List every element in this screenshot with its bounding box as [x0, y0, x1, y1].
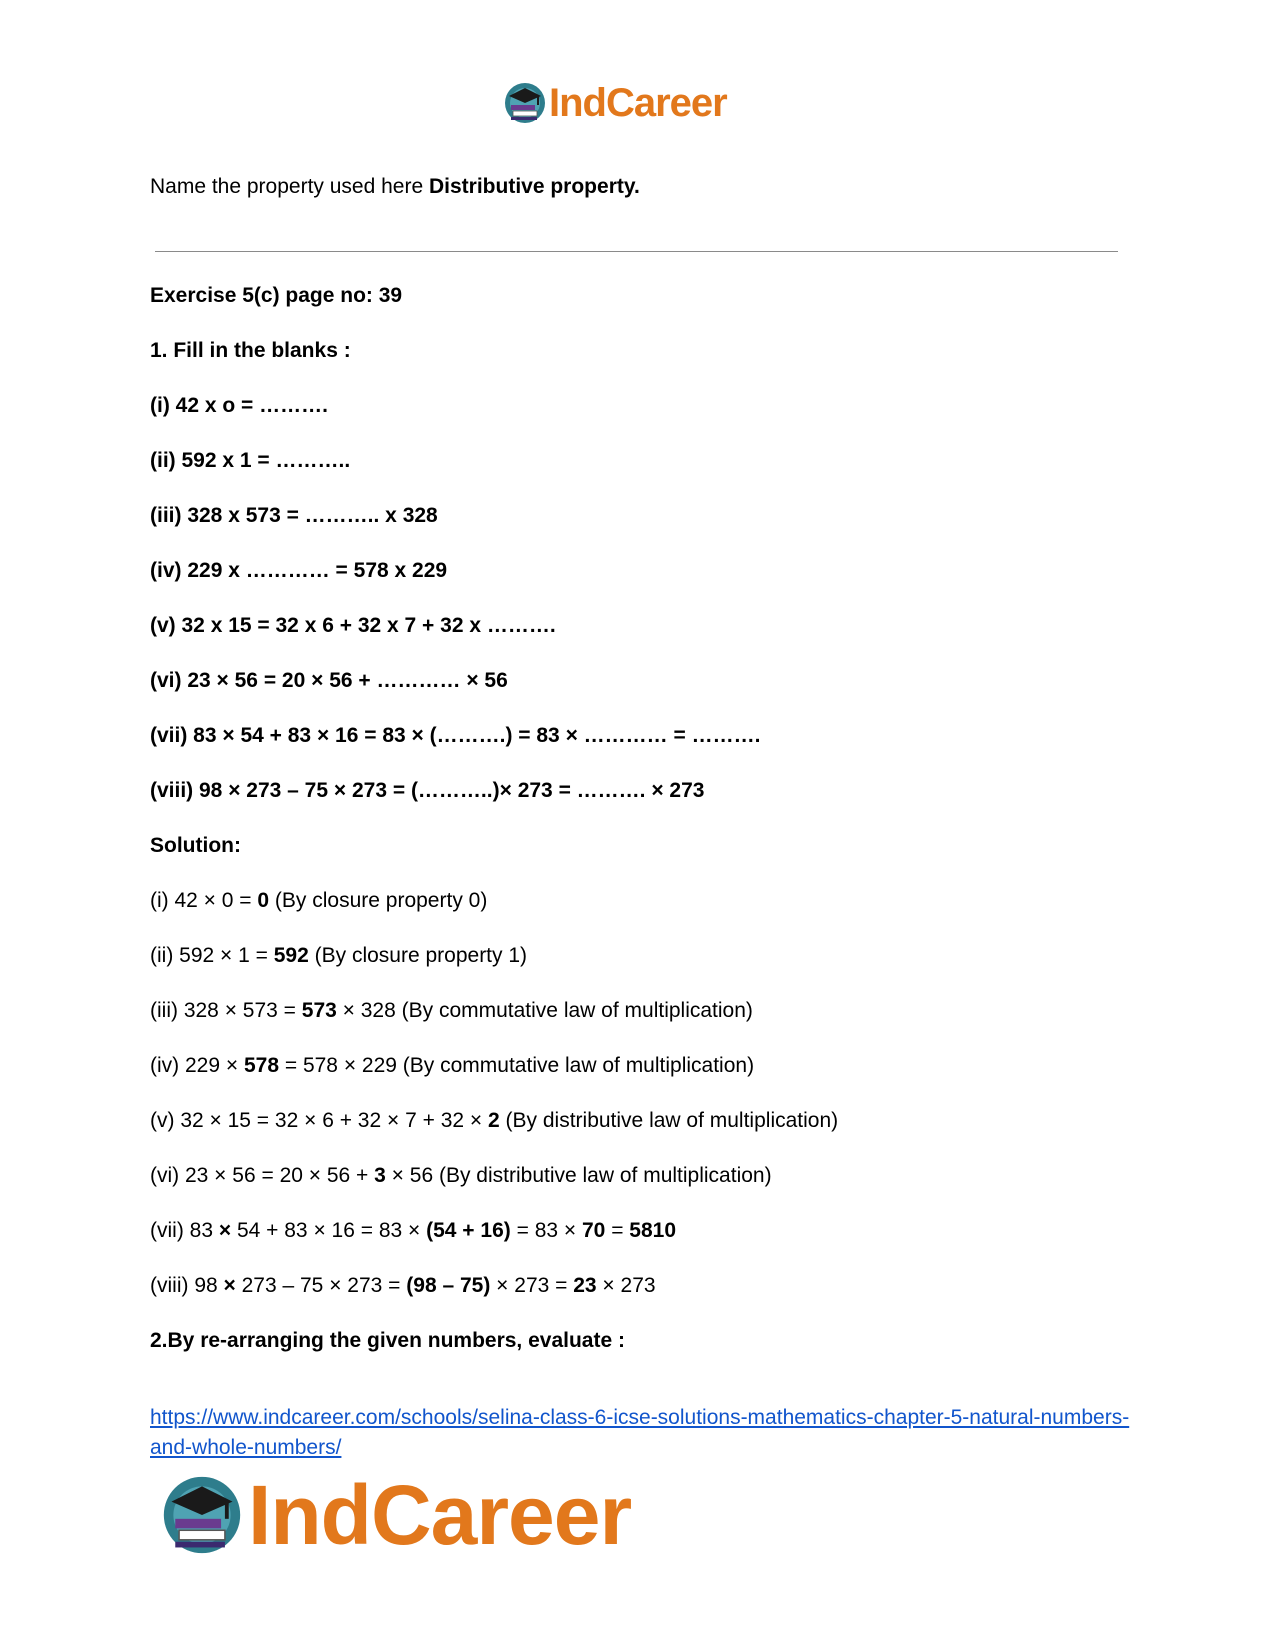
solution-text: (vi) 23 × 56 = 20 × 56 + — [150, 1164, 375, 1187]
solution-item — [150, 1108, 838, 1134]
divider — [155, 251, 1118, 252]
solution-text: (By distributive law of multiplication) — [499, 1109, 839, 1132]
solution-text: (iv) 229 × — [150, 1054, 244, 1077]
solution-item — [150, 998, 753, 1024]
question-item: (iv) 229 x ………… = 578 x 229 — [150, 559, 448, 582]
solution-answer: 2 — [488, 1109, 500, 1132]
solution-text: (By closure property 1) — [308, 944, 528, 967]
solution-answer: × — [223, 1274, 236, 1297]
solution-text: = 83 × — [510, 1219, 582, 1242]
intro-answer: Distributive property. — [429, 175, 640, 198]
solution-text: × 328 (By commutative law of multiplication) — [336, 999, 753, 1022]
question-item: (v) 32 x 15 = 32 x 6 + 32 x 7 + 32 x ………. — [150, 614, 556, 637]
solution-text: = 578 × 229 (By commutative law of multiplication) — [279, 1054, 755, 1077]
question-item: (ii) 592 x 1 = ……….. — [150, 449, 351, 472]
exercise-heading: Exercise 5(c) page no: 39 — [150, 284, 403, 307]
solution-answer: 0 — [257, 889, 270, 912]
question-2-heading: 2.By re-arranging the given numbers, evaluate : — [150, 1329, 625, 1352]
question-item: (viii) 98 × 273 – 75 × 273 = (………..)× 273 = ………. × 273 — [150, 779, 705, 802]
solution-text: (ii) 592 × 1 = — [150, 944, 274, 967]
question-1-heading: 1. Fill in the blanks : — [150, 339, 351, 362]
solution-text: × 273 — [596, 1274, 656, 1297]
solution-answer: × — [218, 1219, 232, 1242]
solution-answer: 592 — [273, 944, 309, 967]
header-logo — [503, 80, 727, 126]
solution-item — [150, 943, 527, 969]
solution-heading: Solution: — [150, 834, 241, 857]
solution-text: 273 – 75 × 273 = — [235, 1274, 407, 1297]
intro-line — [150, 174, 640, 200]
solution-item — [150, 1163, 772, 1189]
intro-prefix: Name the property used here — [150, 175, 429, 198]
graduation-book-icon — [160, 1473, 244, 1557]
solution-answer: 70 — [582, 1219, 606, 1242]
source-link[interactable]: https://www.indcareer.com/schools/selina-class-6-icse-solutions-mathematics-chapter-5-natural-numbers-and-whole-numbers/ — [150, 1406, 1130, 1459]
solution-answer: 5810 — [629, 1219, 677, 1242]
footer-logo — [160, 1470, 631, 1560]
solution-text: (By closure property 0) — [269, 889, 488, 912]
graduation-book-icon — [503, 81, 547, 125]
solution-text: × 56 (By distributive law of multiplication) — [385, 1164, 772, 1187]
brand-name: IndCareer — [248, 1468, 632, 1562]
solution-text: = — [605, 1219, 630, 1242]
solution-text: (iii) 328 × 573 = — [150, 999, 302, 1022]
solution-text: (viii) 98 — [150, 1274, 224, 1297]
solution-text: (i) 42 × 0 = — [150, 889, 258, 912]
question-item: (vi) 23 × 56 = 20 × 56 + ………… × 56 — [150, 669, 508, 692]
solution-answer: 3 — [374, 1164, 386, 1187]
brand-name: IndCareer — [549, 81, 727, 125]
solution-answer: 573 — [301, 999, 337, 1022]
solution-item — [150, 1053, 754, 1079]
question-item: (iii) 328 x 573 = ……….. x 328 — [150, 504, 438, 527]
question-item: (i) 42 x o = ………. — [150, 394, 328, 417]
solution-answer: (54 + 16) — [426, 1219, 511, 1242]
question-item: (vii) 83 × 54 + 83 × 16 = 83 × (……….) = 83 × ………… = ………. — [150, 724, 761, 747]
solution-text: (v) 32 × 15 = 32 × 6 + 32 × 7 + 32 × — [150, 1109, 488, 1132]
solution-item — [150, 1218, 676, 1244]
solution-answer: 578 — [243, 1054, 280, 1077]
solution-answer: 23 — [573, 1274, 597, 1297]
solution-text: 54 + 83 × 16 = 83 × — [231, 1219, 427, 1242]
solution-answer: (98 – 75) — [406, 1274, 491, 1297]
solution-item — [150, 1273, 656, 1299]
solution-text: (vii) 83 — [150, 1219, 219, 1242]
solution-item — [150, 888, 487, 914]
solution-text: × 273 = — [490, 1274, 574, 1297]
